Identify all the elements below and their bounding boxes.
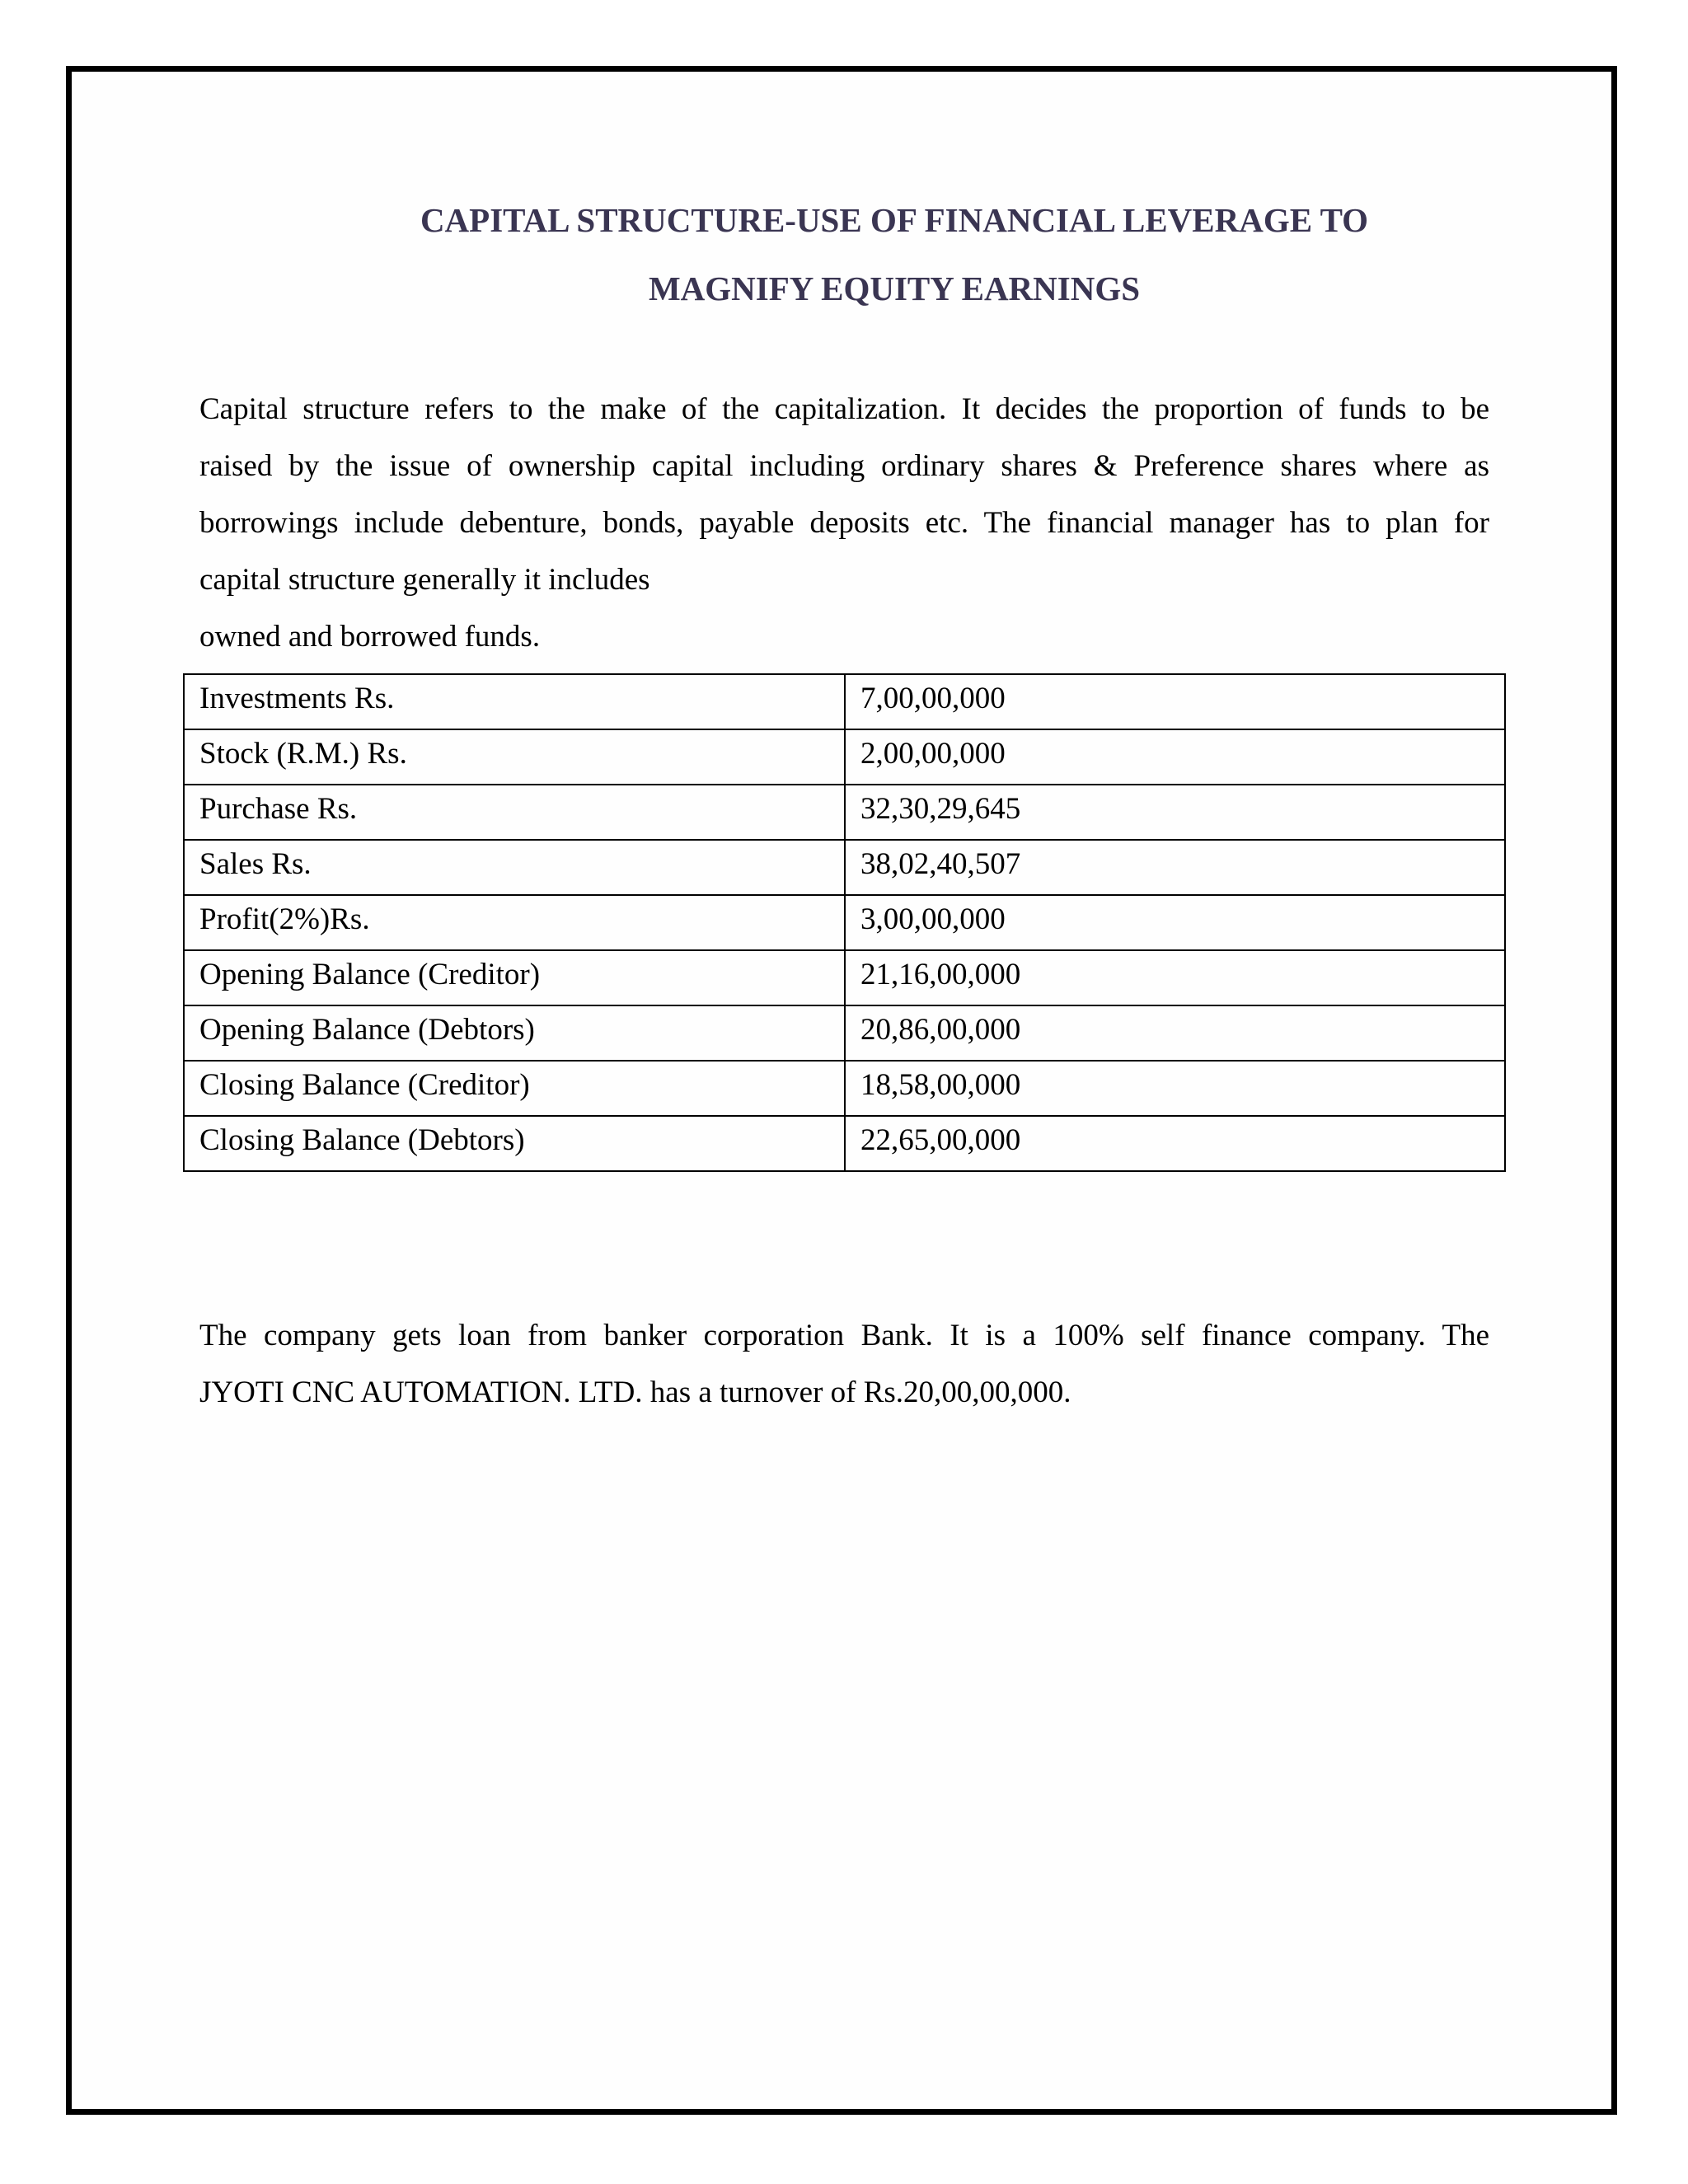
table-row — [184, 785, 1505, 840]
intro-line: capital structure generally it includes — [199, 563, 650, 597]
row-label: Investments Rs. — [184, 674, 845, 729]
row-value: 38,02,40,507 — [845, 840, 1505, 895]
row-label: Profit(2%)Rs. — [184, 895, 845, 950]
intro-line: raised by the issue of ownership capital including ordinary shares & Preference shares where as — [199, 449, 1489, 483]
row-label: Stock (R.M.) Rs. — [184, 729, 845, 785]
title-line-2: MAGNIFY EQUITY EARNINGS — [648, 269, 1141, 307]
table-row — [184, 895, 1505, 950]
closing-paragraph — [199, 1307, 1489, 1421]
intro-line: borrowings include debenture, bonds, payable deposits etc. The financial manager has to plan for — [199, 506, 1489, 540]
row-value: 2,00,00,000 — [845, 729, 1505, 785]
table-row — [184, 840, 1505, 895]
row-label: Opening Balance (Creditor) — [184, 950, 845, 1005]
row-value: 22,65,00,000 — [845, 1116, 1505, 1171]
row-label: Closing Balance (Creditor) — [184, 1061, 845, 1116]
row-value: 7,00,00,000 — [845, 674, 1505, 729]
financials-table — [183, 673, 1506, 1172]
table-row — [184, 674, 1505, 729]
page-title — [198, 186, 1591, 323]
intro-line: Capital structure refers to the make of the capitalization. It decides the proportion of funds to be — [199, 392, 1489, 426]
row-label: Purchase Rs. — [184, 785, 845, 840]
row-value: 32,30,29,645 — [845, 785, 1505, 840]
row-value: 20,86,00,000 — [845, 1005, 1505, 1061]
title-line-1: CAPITAL STRUCTURE-USE OF FINANCIAL LEVERAGE TO — [420, 201, 1369, 239]
table-row — [184, 729, 1505, 785]
row-value: 3,00,00,000 — [845, 895, 1505, 950]
intro-line: owned and borrowed funds. — [199, 620, 541, 654]
row-label: Closing Balance (Debtors) — [184, 1116, 845, 1171]
row-label: Sales Rs. — [184, 840, 845, 895]
row-label: Opening Balance (Debtors) — [184, 1005, 845, 1061]
table-row — [184, 1116, 1505, 1171]
table-row — [184, 1061, 1505, 1116]
table-row — [184, 950, 1505, 1005]
row-value: 21,16,00,000 — [845, 950, 1505, 1005]
row-value: 18,58,00,000 — [845, 1061, 1505, 1116]
closing-line: JYOTI CNC AUTOMATION. LTD. has a turnover of Rs.20,00,00,000. — [199, 1376, 1071, 1409]
table-row — [184, 1005, 1505, 1061]
intro-paragraph — [199, 381, 1489, 665]
closing-line: The company gets loan from banker corporation Bank. It is a 100% self finance company. The — [199, 1319, 1489, 1352]
